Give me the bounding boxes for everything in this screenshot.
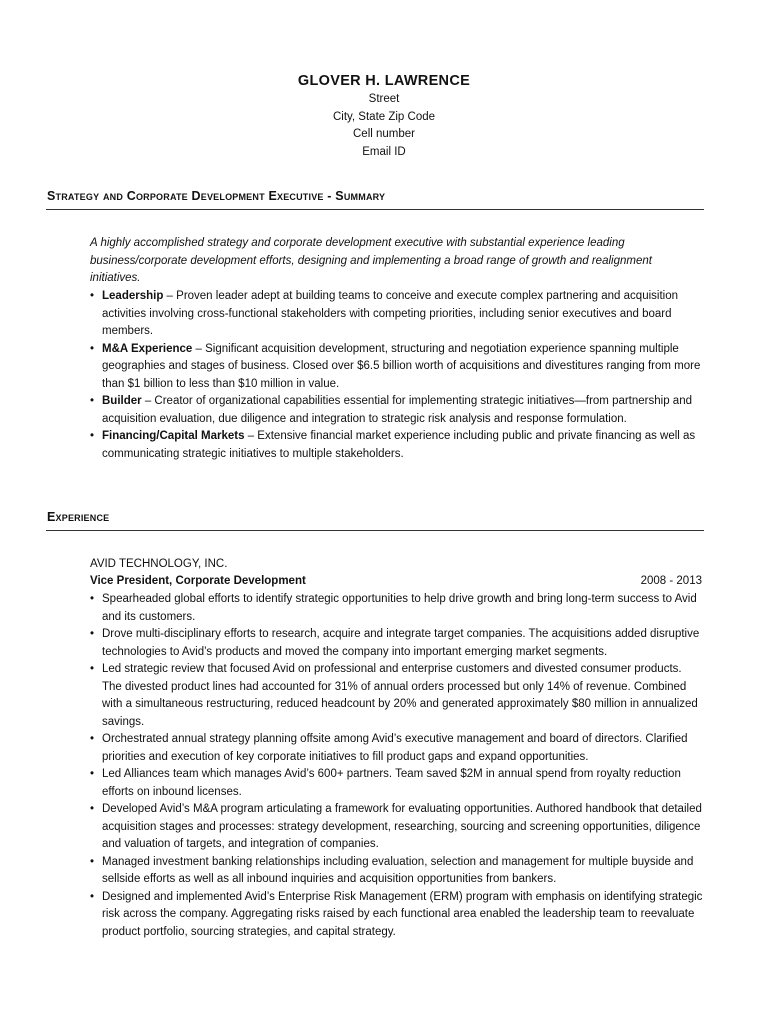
summary-intro: A highly accomplished strategy and corporate development executive with substantial experience leading business/corporate development efforts, designing and implementing a broad range of growth and realignment initiatives. [90, 237, 652, 284]
bullet-icon: • [90, 430, 95, 442]
experience-bullet-text: Managed investment banking relationships including evaluation, selection and management for multiple buyside and sellside efforts as well as all inbound inquiries and acquisition opportunities from bankers. [102, 855, 694, 885]
experience-bullet [90, 661, 704, 731]
summary-bullet-text: – Proven leader adept at building teams to conceive and execute complex partnering and acquisition activities involving cross-functional stakeholders with competing priorities, including senior executives and board members. [102, 290, 678, 337]
bullet-icon: • [90, 290, 95, 302]
experience-bullet [90, 801, 704, 854]
bullet-icon: • [90, 628, 95, 640]
cell-number-line: Cell number [353, 128, 415, 140]
city-state-zip-line: City, State Zip Code [332, 110, 436, 123]
summary-bullet-label: Builder [102, 395, 142, 407]
bullet-icon: • [90, 803, 95, 815]
summary-bullet-label: Financing/Capital Markets [102, 430, 245, 442]
job-dates: 2008 - 2013 [640, 575, 702, 587]
bullet-icon: • [90, 855, 95, 868]
candidate-name: GLOVER H. LAWRENCE [297, 73, 471, 89]
company-name: AVID TECHNOLOGY, INC. [90, 558, 228, 570]
summary-divider [46, 209, 704, 210]
summary-bullet-text: – Extensive financial market experience including public and private financing as well as communicating strategic initiatives to multiple stakeholders. [102, 430, 696, 460]
experience-bullet-list [90, 591, 704, 941]
experience-divider [46, 530, 704, 531]
bullet-icon: • [90, 663, 95, 675]
experience-bullet-text: Orchestrated annual strategy planning offsite among Avid’s executive management and board of directors. Clarified priorities and execution of key corporate initiatives to fill product gaps and expand opportunities. [102, 733, 688, 763]
summary-bullet [90, 393, 702, 428]
experience-bullet-text: Developed Avid’s M&A program articulating a framework for evaluating opportunities. Authored handbook that detailed acquisition stages and processes: strategy development, researching, sourcing and screening opportunities, diligence and valuation of targets, and integration of companies. [102, 803, 702, 850]
experience-bullet-text: Drove multi-disciplinary efforts to research, acquire and integrate target companies. The acquisitions added disruptive technologies to Avid’s products and moved the company into important emerging market segments. [102, 628, 700, 658]
job-role-row [90, 573, 702, 591]
summary-bullet-text: – Significant acquisition development, structuring and negotiation experience spanning multiple geographies and stages of business. Closed over $6.5 billion worth of acquisitions and divestitures ranging from more than $1 billion to less than $10 million in value. [102, 342, 701, 390]
experience-bullet [90, 626, 704, 661]
experience-bullet [90, 889, 704, 942]
contact-header [0, 71, 768, 161]
experience-bullet [90, 854, 704, 889]
bullet-icon: • [90, 768, 95, 780]
job-title: Vice President, Corporate Development [90, 575, 306, 587]
experience-bullet [90, 591, 704, 626]
summary-bullet-list [90, 288, 702, 463]
experience-bullet [90, 766, 704, 801]
bullet-icon: • [90, 593, 95, 605]
bullet-icon: • [90, 395, 95, 407]
summary-bullet-label: Leadership [102, 290, 164, 302]
experience-bullet [90, 731, 704, 766]
summary-section-title: Strategy and Corporate Development Executive - Summary [47, 189, 386, 203]
experience-section-title: Experience [47, 510, 110, 524]
summary-bullet-label: M&A Experience [102, 342, 193, 355]
experience-bullet-text: Led strategic review that focused Avid on professional and enterprise customers and divested consumer products. The divested product lines had accounted for 31% of annual orders processed but only 14% of revenue. Combined with a simultaneous restructuring, reduced headcount by 20% and generated approximately $80 million in annualized savings. [102, 663, 698, 728]
email-line: Email ID [362, 145, 406, 158]
street-line: Street [368, 93, 400, 105]
summary-bullet-text: – Creator of organizational capabilities essential for implementing strategic initiatives—from partnership and acquisition evaluation, due diligence and integration to strategic risk analysis and response formulation. [102, 395, 692, 425]
experience-bullet-text: Designed and implemented Avid’s Enterprise Risk Management (ERM) program with emphasis on identifying strategic risk across the company. Aggregating risks raised by each functional area enabled the leadership team to reevaluate product portfolio, sourcing strategies, and capital strategy. [102, 890, 703, 938]
experience-bullet-text: Spearheaded global efforts to identify strategic opportunities to help drive growth and bring long-term success to Avid and its customers. [102, 593, 697, 623]
summary-bullet [90, 428, 702, 463]
bullet-icon: • [90, 733, 95, 745]
summary-bullet [90, 288, 702, 341]
experience-bullet-text: Led Alliances team which manages Avid’s 600+ partners. Team saved $2M in annual spend from royalty reduction efforts on inbound licenses. [102, 768, 681, 798]
summary-bullet [90, 341, 702, 394]
bullet-icon: • [90, 342, 95, 355]
bullet-icon: • [90, 890, 95, 903]
